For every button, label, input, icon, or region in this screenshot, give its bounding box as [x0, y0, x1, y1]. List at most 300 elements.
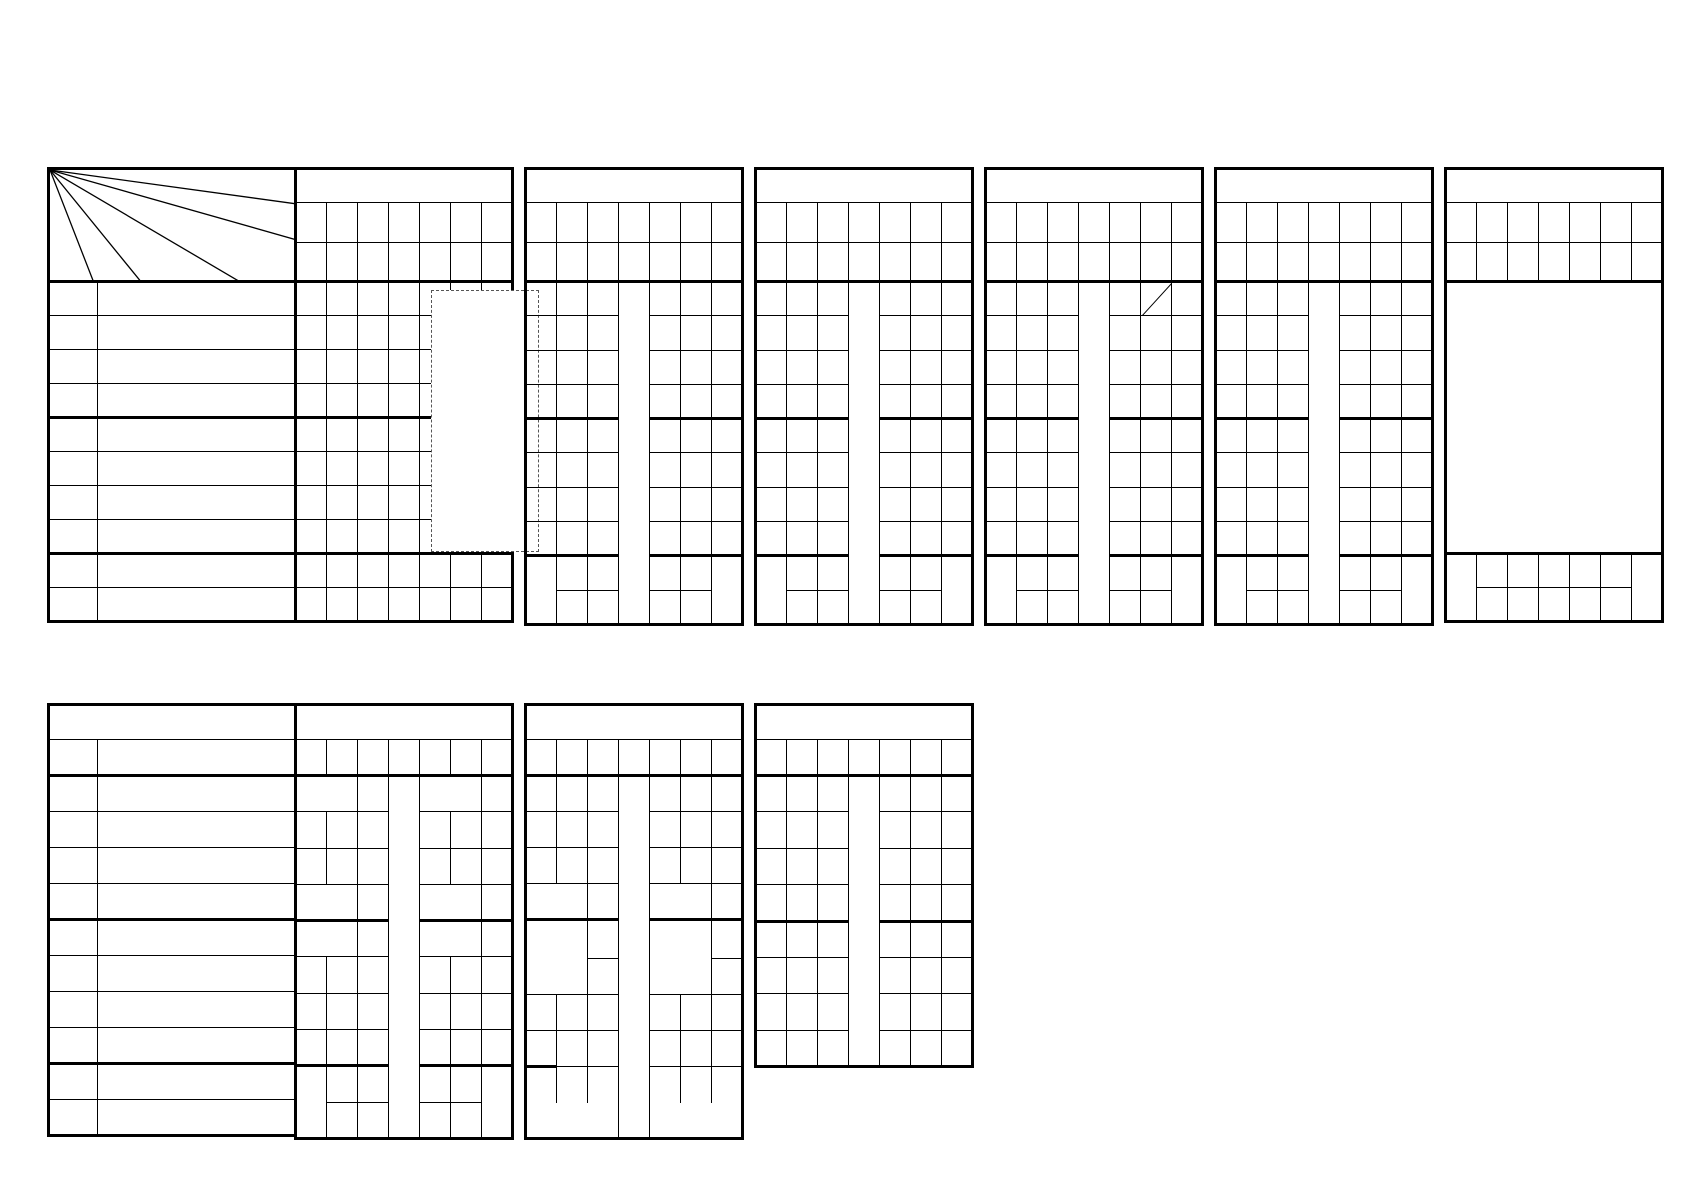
- class-cell: [1402, 419, 1433, 453]
- senko-cell: [557, 350, 588, 384]
- first-aid-cell: [880, 848, 911, 884]
- first-aid-cell: [818, 957, 849, 993]
- first-aid-cell: [911, 776, 942, 812]
- date-cell: [942, 203, 973, 243]
- dow-cell: [1216, 243, 1247, 282]
- senko-cell: [1371, 522, 1402, 556]
- period-time: [98, 350, 296, 384]
- notice-box: [1446, 282, 1663, 554]
- date-cell: [451, 203, 482, 243]
- provisional-exam-cell: [526, 884, 588, 920]
- orientation-cell: [1247, 282, 1278, 316]
- first-aid-cell: [942, 812, 973, 848]
- senko-cell: [1216, 522, 1247, 556]
- first-aid-cell: [756, 1030, 787, 1066]
- class-cell: [756, 316, 787, 350]
- period-time: [98, 418, 296, 452]
- aptitude-cell: [1141, 487, 1172, 521]
- period-number: [49, 316, 98, 350]
- dow-cell: [619, 243, 650, 282]
- dow-cell: [818, 243, 849, 282]
- first-aid-cell: [787, 994, 818, 1030]
- class-cell: [1402, 487, 1433, 521]
- first-aid-cell: [787, 812, 818, 848]
- date-cell: [650, 203, 681, 243]
- orientation-cell: [557, 282, 588, 316]
- date-cell: [1340, 203, 1371, 243]
- dow-cell: [1278, 243, 1309, 282]
- dow-cell: [358, 243, 389, 282]
- dow-cell: [1172, 243, 1203, 282]
- aptitude-cell: [1247, 316, 1278, 350]
- rooms-time-label: [98, 740, 296, 776]
- regular-holiday-column: [619, 776, 650, 1139]
- dow-cell: [986, 243, 1017, 282]
- class-cell: [911, 419, 942, 453]
- certificate-cell: [420, 921, 482, 957]
- graduation-exam-cell: [420, 776, 482, 812]
- period-time: [98, 554, 296, 588]
- aptitude-cell: [1216, 487, 1247, 521]
- class-cell: [1216, 419, 1247, 453]
- dow-cell: [756, 243, 787, 282]
- class-cell: [911, 316, 942, 350]
- class-cell: [1402, 453, 1433, 487]
- certificate-cell: [296, 921, 358, 957]
- graduation-exam-cell: [296, 776, 358, 812]
- slash-mark: [1141, 283, 1172, 316]
- class-cell: [681, 419, 712, 453]
- period-time: [98, 884, 296, 920]
- period-time: [98, 920, 296, 956]
- senko-cell: [1247, 350, 1278, 384]
- first-aid-cell: [880, 994, 911, 1030]
- slashed-cell: [1141, 282, 1172, 316]
- dow-cell: [420, 740, 451, 776]
- date-cell: [1079, 203, 1110, 243]
- date-cell: [588, 203, 619, 243]
- date-cell: [358, 203, 389, 243]
- dow-cell: [1017, 243, 1048, 282]
- first-aid-cell: [880, 776, 911, 812]
- orientation-cell: [681, 453, 712, 487]
- date-cell: [911, 203, 942, 243]
- class-cell: [756, 384, 787, 418]
- period-number: [49, 848, 98, 884]
- class-cell: [1017, 556, 1048, 590]
- class-cell: [1247, 419, 1278, 453]
- period-number: [49, 554, 98, 588]
- first-aid-cell: [942, 957, 973, 993]
- class-cell: [1247, 590, 1278, 624]
- orientation-cell: [712, 282, 743, 316]
- dow-cell: [1079, 243, 1110, 282]
- first-aid-cell: [942, 885, 973, 921]
- period-number: [49, 486, 98, 520]
- class-cell: [942, 419, 973, 453]
- provisional-results-cell: [526, 920, 588, 995]
- first-aid-cell: [942, 848, 973, 884]
- date-cell: [526, 203, 557, 243]
- date-cell: [986, 203, 1017, 243]
- date-cell: [1371, 203, 1402, 243]
- room3-table: [524, 703, 744, 1140]
- week-header: [1446, 169, 1663, 203]
- class-cell: [557, 384, 588, 418]
- dow-cell: [818, 740, 849, 776]
- class-cell: [1371, 282, 1402, 316]
- dow-cell: [389, 243, 420, 282]
- period-time: [98, 776, 296, 812]
- dow-cell: [1340, 243, 1371, 282]
- class-cell: [681, 590, 712, 624]
- aptitude-cell: [1402, 316, 1433, 350]
- dow-cell: [451, 243, 482, 282]
- class-cell: [1247, 556, 1278, 590]
- date-cell: [482, 203, 513, 243]
- class-cell: [911, 384, 942, 418]
- first-aid-cell: [911, 812, 942, 848]
- dow-cell: [681, 740, 712, 776]
- class-cell: [1141, 590, 1172, 624]
- regular-holiday-column: [1079, 282, 1110, 625]
- class-cell: [1017, 487, 1048, 521]
- dow-cell: [1309, 243, 1340, 282]
- dow-cell: [880, 243, 911, 282]
- date-cell: [1141, 203, 1172, 243]
- first-aid-cell: [787, 885, 818, 921]
- first-aid-cell: [787, 1030, 818, 1066]
- class-cell: [1371, 316, 1402, 350]
- class-cell: [942, 522, 973, 556]
- regular-holiday-column: [849, 776, 880, 1067]
- dow-cell: [1141, 243, 1172, 282]
- dow-cell: [756, 740, 787, 776]
- class-cell: [1216, 282, 1247, 316]
- class-cell: [756, 350, 787, 384]
- class-cell: [1017, 522, 1048, 556]
- dow-cell: [327, 243, 358, 282]
- class-cell: [1371, 556, 1402, 590]
- period-time: [98, 1064, 296, 1100]
- class-cell: [712, 487, 743, 521]
- class-cell: [942, 453, 973, 487]
- class-cell: [756, 282, 787, 316]
- date-cell: [712, 203, 743, 243]
- class-cell: [1017, 453, 1048, 487]
- date-cell: [420, 203, 451, 243]
- first-aid-cell: [942, 1030, 973, 1066]
- first-aid-cell: [818, 1030, 849, 1066]
- class-cell: [1141, 556, 1172, 590]
- class-cell: [712, 453, 743, 487]
- orientation-cell: [1172, 282, 1203, 316]
- class-cell: [1402, 522, 1433, 556]
- rooms-label-table: [47, 703, 297, 1137]
- date-cell: [756, 203, 787, 243]
- class-cell: [986, 282, 1017, 316]
- class-cell: [681, 556, 712, 590]
- class-cell: [1216, 316, 1247, 350]
- first-aid-cell: [911, 1030, 942, 1066]
- senko-cell: [756, 522, 787, 556]
- class-cell: [681, 316, 712, 350]
- senko-cell: [1017, 350, 1048, 384]
- results-cell: [296, 884, 358, 920]
- aptitude-cell: [911, 487, 942, 521]
- date-cell: [1110, 203, 1141, 243]
- week3-table: [754, 167, 974, 626]
- class-cell: [681, 350, 712, 384]
- senko-cell: [1402, 350, 1433, 384]
- room-header: [296, 705, 513, 740]
- class-cell: [911, 282, 942, 316]
- class-cell: [1172, 419, 1203, 453]
- class-cell: [986, 350, 1017, 384]
- date-cell: [389, 203, 420, 243]
- senko-cell: [681, 522, 712, 556]
- period-number: [49, 588, 98, 622]
- period-time: [98, 588, 296, 622]
- date-cell: [1278, 203, 1309, 243]
- class-cell: [1402, 384, 1433, 418]
- date-cell: [787, 203, 818, 243]
- class-cell: [986, 384, 1017, 418]
- dow-cell: [712, 243, 743, 282]
- first-aid-cell: [911, 848, 942, 884]
- dow-cell: [911, 740, 942, 776]
- first-aid-cell: [756, 812, 787, 848]
- dow-cell: [296, 243, 327, 282]
- week4-table: [984, 167, 1204, 626]
- class-cell: [1017, 590, 1048, 624]
- dow-cell: [681, 243, 712, 282]
- week6-table: [1444, 167, 1664, 623]
- class-cell: [1141, 384, 1172, 418]
- class-cell: [1371, 590, 1402, 624]
- regular-holiday-column: [849, 282, 880, 625]
- date-cell: [1247, 203, 1278, 243]
- orientation-cell: [1402, 282, 1433, 316]
- class-cell: [1141, 350, 1172, 384]
- first-aid-cell: [942, 921, 973, 957]
- dow-cell: [451, 740, 482, 776]
- period-number: [49, 520, 98, 554]
- class-cell: [681, 282, 712, 316]
- date-cell: [849, 203, 880, 243]
- first-aid-cell: [756, 776, 787, 812]
- aptitude-cell: [1172, 316, 1203, 350]
- class-cell: [1172, 453, 1203, 487]
- first-aid-cell: [818, 776, 849, 812]
- dow-cell: [942, 243, 973, 282]
- class-cell: [1247, 522, 1278, 556]
- dow-cell: [389, 740, 420, 776]
- dow-cell: [482, 740, 513, 776]
- week-header: [986, 169, 1203, 203]
- dow-cell: [1110, 243, 1141, 282]
- period-number: [49, 282, 98, 316]
- period-time: [98, 1028, 296, 1064]
- new-year-closure-box: [431, 290, 539, 552]
- class-cell: [1247, 453, 1278, 487]
- class-cell: [681, 384, 712, 418]
- dow-cell: [588, 740, 619, 776]
- aptitude-cell: [557, 316, 588, 350]
- aptitude-cell: [942, 316, 973, 350]
- period-time: [98, 956, 296, 992]
- corner-diagonals: [50, 170, 296, 282]
- first-aid-cell: [787, 957, 818, 993]
- dow-cell: [911, 243, 942, 282]
- class-cell: [787, 522, 818, 556]
- aptitude-cell: [986, 487, 1017, 521]
- first-aid-cell: [911, 921, 942, 957]
- first-aid-cell: [818, 812, 849, 848]
- room2-table: [294, 703, 514, 1140]
- provisional-results-cell: [650, 920, 712, 995]
- room-header: [756, 705, 973, 740]
- first-aid-cell: [818, 994, 849, 1030]
- class-cell: [1216, 384, 1247, 418]
- date-cell: [818, 203, 849, 243]
- date-cell: [619, 203, 650, 243]
- first-aid-cell: [880, 812, 911, 848]
- room-header: [526, 705, 743, 740]
- period-time: [98, 992, 296, 1028]
- class-cell: [1017, 384, 1048, 418]
- date-cell: [557, 203, 588, 243]
- regular-holiday-column: [1309, 282, 1340, 625]
- period-time: [98, 316, 296, 350]
- dow-cell: [712, 740, 743, 776]
- period-time: [98, 452, 296, 486]
- first-aid-cell: [880, 957, 911, 993]
- room1-label-table: [47, 167, 297, 623]
- first-aid-table: [754, 703, 974, 1068]
- date-cell: [327, 203, 358, 243]
- orientation-cell: [942, 282, 973, 316]
- period-time: [98, 282, 296, 316]
- dow-cell: [1371, 243, 1402, 282]
- period-time: [98, 486, 296, 520]
- first-aid-cell: [880, 921, 911, 957]
- dow-cell: [1048, 243, 1079, 282]
- class-cell: [1371, 384, 1402, 418]
- senko-cell: [1141, 522, 1172, 556]
- dow-cell: [849, 740, 880, 776]
- aptitude-cell: [712, 316, 743, 350]
- dow-cell: [557, 243, 588, 282]
- class-cell: [787, 487, 818, 521]
- class-cell: [942, 384, 973, 418]
- class-cell: [1172, 487, 1203, 521]
- first-aid-cell: [880, 885, 911, 921]
- dow-cell: [849, 243, 880, 282]
- date-cell: [1048, 203, 1079, 243]
- senko-cell: [911, 522, 942, 556]
- dow-cell: [557, 740, 588, 776]
- dow-cell: [588, 243, 619, 282]
- period-number: [49, 418, 98, 452]
- regular-holiday-column: [619, 282, 650, 625]
- dow-cell: [296, 740, 327, 776]
- dow-cell: [650, 243, 681, 282]
- class-cell: [986, 419, 1017, 453]
- week-header: [756, 169, 973, 203]
- orientation-cell: [1017, 282, 1048, 316]
- first-aid-cell: [787, 848, 818, 884]
- first-aid-cell: [911, 957, 942, 993]
- first-aid-cell: [818, 885, 849, 921]
- class-cell: [1247, 487, 1278, 521]
- senko-cell: [986, 522, 1017, 556]
- first-aid-cell: [756, 921, 787, 957]
- dow-cell: [787, 740, 818, 776]
- class-cell: [787, 419, 818, 453]
- class-cell: [1141, 316, 1172, 350]
- first-aid-cell: [942, 994, 973, 1030]
- first-aid-cell: [942, 776, 973, 812]
- period-time: [98, 520, 296, 554]
- aptitude-cell: [787, 316, 818, 350]
- results-cell: [420, 884, 482, 920]
- period-number: [49, 384, 98, 418]
- first-aid-cell: [911, 885, 942, 921]
- class-cell: [1017, 419, 1048, 453]
- dow-cell: [526, 243, 557, 282]
- period-time: [98, 812, 296, 848]
- class-cell: [986, 316, 1017, 350]
- class-cell: [911, 590, 942, 624]
- rooms-header-label: [49, 705, 296, 740]
- first-aid-cell: [756, 885, 787, 921]
- corner-cell: [49, 169, 296, 282]
- class-cell: [787, 384, 818, 418]
- period-time: [98, 848, 296, 884]
- class-cell: [911, 350, 942, 384]
- week-header: [1216, 169, 1433, 203]
- dow-cell: [942, 740, 973, 776]
- period-number: [49, 1064, 98, 1100]
- orientation-cell: [911, 453, 942, 487]
- first-aid-cell: [818, 921, 849, 957]
- dow-cell: [619, 740, 650, 776]
- first-aid-cell: [756, 848, 787, 884]
- senko-cell: [712, 350, 743, 384]
- date-cell: [1017, 203, 1048, 243]
- period-number: [49, 1028, 98, 1064]
- aptitude-cell: [681, 487, 712, 521]
- aptitude-cell: [1371, 487, 1402, 521]
- week-header: [526, 169, 743, 203]
- period-time: [98, 384, 296, 418]
- first-aid-cell: [911, 994, 942, 1030]
- date-cell: [880, 203, 911, 243]
- period-number: [49, 350, 98, 384]
- provisional-exam-cell: [650, 884, 712, 920]
- dow-cell: [880, 740, 911, 776]
- orientation-cell: [1141, 453, 1172, 487]
- period-number: [49, 776, 98, 812]
- regular-holiday-column: [389, 776, 420, 1139]
- dow-cell: [327, 740, 358, 776]
- week2-table: [524, 167, 744, 626]
- date-cell: [1172, 203, 1203, 243]
- week-header: [296, 169, 513, 203]
- dow-cell: [526, 740, 557, 776]
- dow-cell: [420, 243, 451, 282]
